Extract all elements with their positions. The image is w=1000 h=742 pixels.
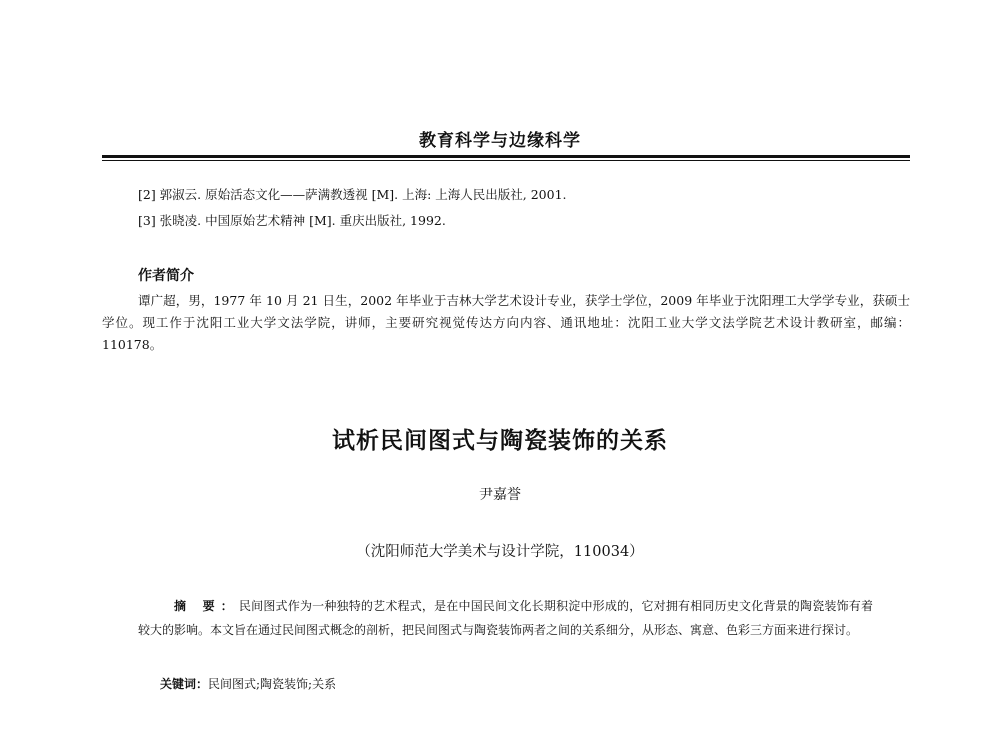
reference-2: [2] 郭淑云. 原始活态文化——萨满教透视 [M]. 上海: 上海人民出版社, 2001.: [138, 187, 567, 202]
reference-3: [3] 张晓凌. 中国原始艺术精神 [M]. 重庆出版社, 1992.: [138, 213, 446, 228]
keywords-text: 民间图式;陶瓷装饰;关系: [208, 677, 337, 691]
article-affiliation: （沈阳师范大学美术与设计学院，110034）: [356, 544, 644, 560]
article-title: 试析民间图式与陶瓷装饰的关系: [332, 428, 668, 454]
running-header: 教育科学与边缘科学: [419, 131, 581, 151]
abstract-label: 摘 要：: [174, 599, 239, 613]
header-rule-thick: [102, 155, 910, 158]
author-bio-text: 谭广超，男，1977 年 10 月 21 日生，2002 年毕业于吉林大学艺术设计专业，获学士学位，2009 年毕业于沈阳理工大学学专业，获硕士学位。现工作于沈阳工业大学文法学院，讲师，主要研究视觉传达方向内容、通讯地址：沈阳工业大学文法学院艺术设计教研室，邮编：110178。: [102, 293, 910, 352]
abstract-text: 民间图式作为一种独特的艺术程式，是在中国民间文化长期积淀中形成的，它对拥有相同历史文化背景的陶瓷装饰有着较大的影响。本文旨在通过民间图式概念的剖析，把民间图式与陶瓷装饰两者之间的关系细分，从形态、寓意、色彩三方面来进行探讨。: [138, 599, 873, 637]
author-bio-heading: 作者简介: [138, 268, 194, 284]
keywords: [160, 675, 336, 692]
abstract: [138, 594, 873, 642]
header-rule-thin: [102, 160, 910, 161]
article-author: 尹嘉誉: [479, 487, 521, 503]
keywords-label: 关键词：: [160, 677, 209, 691]
